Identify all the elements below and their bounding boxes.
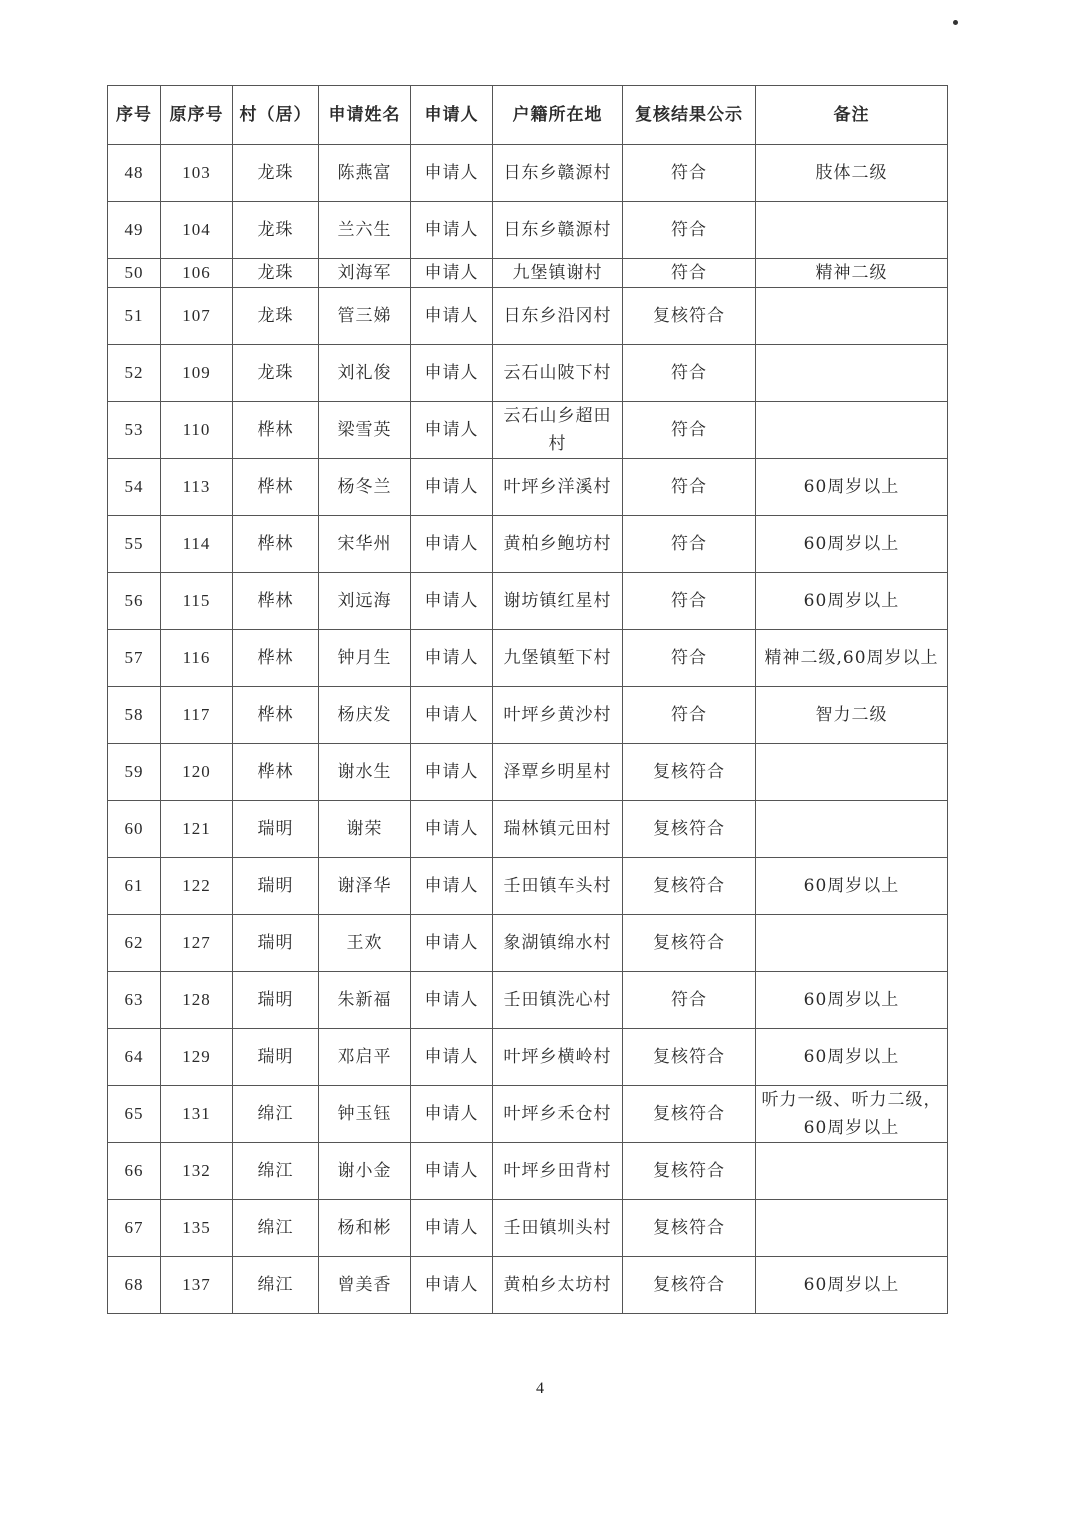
cell-note: 60周岁以上 <box>756 459 948 516</box>
cell-result: 复核符合 <box>623 288 756 345</box>
cell-village: 绵江 <box>233 1086 319 1143</box>
cell-note: 肢体二级 <box>756 145 948 202</box>
table-row <box>108 1029 948 1086</box>
cell-orig-no: 121 <box>161 801 233 858</box>
cell-village: 龙珠 <box>233 145 319 202</box>
cell-result: 符合 <box>623 630 756 687</box>
cell-role: 申请人 <box>411 1200 493 1257</box>
header-orig-no: 原序号 <box>161 86 233 145</box>
cell-no: 60 <box>108 801 161 858</box>
cell-village: 瑞明 <box>233 801 319 858</box>
page-number: 4 <box>536 1380 544 1397</box>
cell-role: 申请人 <box>411 915 493 972</box>
cell-village: 龙珠 <box>233 345 319 402</box>
cell-result: 符合 <box>623 516 756 573</box>
cell-orig-no: 122 <box>161 858 233 915</box>
cell-role: 申请人 <box>411 858 493 915</box>
cell-name: 宋华州 <box>319 516 411 573</box>
cell-village: 瑞明 <box>233 915 319 972</box>
cell-orig-no: 110 <box>161 402 233 459</box>
cell-result: 符合 <box>623 687 756 744</box>
cell-residence: 谢坊镇红星村 <box>493 573 623 630</box>
cell-no: 66 <box>108 1143 161 1200</box>
table-row <box>108 1257 948 1314</box>
cell-note: 60周岁以上 <box>756 858 948 915</box>
cell-role: 申请人 <box>411 573 493 630</box>
cell-no: 48 <box>108 145 161 202</box>
cell-role: 申请人 <box>411 744 493 801</box>
cell-no: 49 <box>108 202 161 259</box>
cell-no: 57 <box>108 630 161 687</box>
cell-note: 60周岁以上 <box>756 1029 948 1086</box>
cell-name: 王欢 <box>319 915 411 972</box>
cell-name: 陈燕富 <box>319 145 411 202</box>
cell-name: 梁雪英 <box>319 402 411 459</box>
cell-name: 朱新福 <box>319 972 411 1029</box>
header-residence: 户籍所在地 <box>493 86 623 145</box>
cell-village: 龙珠 <box>233 202 319 259</box>
cell-role: 申请人 <box>411 259 493 288</box>
cell-role: 申请人 <box>411 145 493 202</box>
cell-note <box>756 402 948 459</box>
cell-village: 绵江 <box>233 1257 319 1314</box>
cell-name: 兰六生 <box>319 202 411 259</box>
applicant-table <box>107 85 948 1314</box>
cell-name: 谢荣 <box>319 801 411 858</box>
cell-note: 60周岁以上 <box>756 1257 948 1314</box>
cell-no: 50 <box>108 259 161 288</box>
cell-name: 刘礼俊 <box>319 345 411 402</box>
table-row <box>108 402 948 459</box>
cell-note: 精神二级 <box>756 259 948 288</box>
table-row <box>108 145 948 202</box>
cell-village: 龙珠 <box>233 288 319 345</box>
cell-role: 申请人 <box>411 1086 493 1143</box>
cell-no: 61 <box>108 858 161 915</box>
table-row <box>108 744 948 801</box>
cell-name: 谢水生 <box>319 744 411 801</box>
cell-orig-no: 117 <box>161 687 233 744</box>
cell-role: 申请人 <box>411 801 493 858</box>
cell-role: 申请人 <box>411 402 493 459</box>
table-row <box>108 630 948 687</box>
cell-orig-no: 109 <box>161 345 233 402</box>
table-header-row <box>108 86 948 145</box>
cell-name: 杨庆发 <box>319 687 411 744</box>
cell-residence: 日东乡赣源村 <box>493 145 623 202</box>
cell-result: 符合 <box>623 259 756 288</box>
cell-note <box>756 915 948 972</box>
cell-village: 桦林 <box>233 402 319 459</box>
cell-note <box>756 1200 948 1257</box>
cell-residence: 云石山陂下村 <box>493 345 623 402</box>
cell-note: 60周岁以上 <box>756 972 948 1029</box>
header-note: 备注 <box>756 86 948 145</box>
cell-orig-no: 114 <box>161 516 233 573</box>
cell-orig-no: 127 <box>161 915 233 972</box>
cell-role: 申请人 <box>411 459 493 516</box>
header-name: 申请姓名 <box>319 86 411 145</box>
table-row <box>108 1200 948 1257</box>
cell-no: 64 <box>108 1029 161 1086</box>
cell-residence: 日东乡赣源村 <box>493 202 623 259</box>
cell-orig-no: 116 <box>161 630 233 687</box>
cell-role: 申请人 <box>411 1143 493 1200</box>
cell-orig-no: 129 <box>161 1029 233 1086</box>
cell-result: 复核符合 <box>623 1086 756 1143</box>
cell-no: 53 <box>108 402 161 459</box>
cell-no: 56 <box>108 573 161 630</box>
cell-no: 54 <box>108 459 161 516</box>
cell-note <box>756 744 948 801</box>
cell-result: 符合 <box>623 145 756 202</box>
cell-role: 申请人 <box>411 972 493 1029</box>
cell-residence: 九堡镇堑下村 <box>493 630 623 687</box>
cell-note: 听力一级、听力二级，60周岁以上 <box>756 1086 948 1143</box>
cell-role: 申请人 <box>411 516 493 573</box>
table-row <box>108 1086 948 1143</box>
header-result: 复核结果公示 <box>623 86 756 145</box>
table-row <box>108 345 948 402</box>
cell-role: 申请人 <box>411 288 493 345</box>
cell-orig-no: 132 <box>161 1143 233 1200</box>
cell-result: 复核符合 <box>623 1200 756 1257</box>
cell-note: 智力二级 <box>756 687 948 744</box>
cell-name: 谢泽华 <box>319 858 411 915</box>
cell-village: 绵江 <box>233 1143 319 1200</box>
cell-role: 申请人 <box>411 687 493 744</box>
cell-no: 52 <box>108 345 161 402</box>
cell-village: 龙珠 <box>233 259 319 288</box>
cell-role: 申请人 <box>411 630 493 687</box>
cell-name: 钟玉钰 <box>319 1086 411 1143</box>
cell-role: 申请人 <box>411 345 493 402</box>
cell-result: 复核符合 <box>623 858 756 915</box>
cell-result: 符合 <box>623 573 756 630</box>
cell-role: 申请人 <box>411 1257 493 1314</box>
cell-result: 复核符合 <box>623 744 756 801</box>
cell-residence: 九堡镇谢村 <box>493 259 623 288</box>
table-row <box>108 801 948 858</box>
table-row <box>108 202 948 259</box>
cell-residence: 叶坪乡禾仓村 <box>493 1086 623 1143</box>
cell-result: 符合 <box>623 459 756 516</box>
cell-no: 65 <box>108 1086 161 1143</box>
cell-residence: 瑞林镇元田村 <box>493 801 623 858</box>
cell-name: 刘海军 <box>319 259 411 288</box>
cell-residence: 壬田镇洗心村 <box>493 972 623 1029</box>
cell-result: 复核符合 <box>623 1143 756 1200</box>
cell-residence: 叶坪乡横岭村 <box>493 1029 623 1086</box>
cell-note: 60周岁以上 <box>756 573 948 630</box>
cell-no: 58 <box>108 687 161 744</box>
cell-name: 曾美香 <box>319 1257 411 1314</box>
cell-result: 复核符合 <box>623 915 756 972</box>
cell-orig-no: 113 <box>161 459 233 516</box>
cell-residence: 壬田镇圳头村 <box>493 1200 623 1257</box>
cell-residence: 叶坪乡田背村 <box>493 1143 623 1200</box>
cell-village: 瑞明 <box>233 972 319 1029</box>
cell-residence: 泽覃乡明星村 <box>493 744 623 801</box>
cell-orig-no: 103 <box>161 145 233 202</box>
cell-village: 桦林 <box>233 516 319 573</box>
cell-residence: 黄柏乡太坊村 <box>493 1257 623 1314</box>
table-row <box>108 288 948 345</box>
cell-orig-no: 115 <box>161 573 233 630</box>
cell-role: 申请人 <box>411 202 493 259</box>
cell-residence: 叶坪乡洋溪村 <box>493 459 623 516</box>
cell-residence: 叶坪乡黄沙村 <box>493 687 623 744</box>
cell-no: 62 <box>108 915 161 972</box>
cell-result: 复核符合 <box>623 1257 756 1314</box>
cell-residence: 日东乡沿冈村 <box>493 288 623 345</box>
cell-village: 绵江 <box>233 1200 319 1257</box>
cell-name: 杨和彬 <box>319 1200 411 1257</box>
cell-note <box>756 345 948 402</box>
cell-name: 邓启平 <box>319 1029 411 1086</box>
cell-residence: 象湖镇绵水村 <box>493 915 623 972</box>
cell-result: 复核符合 <box>623 801 756 858</box>
cell-note: 60周岁以上 <box>756 516 948 573</box>
cell-village: 瑞明 <box>233 858 319 915</box>
cell-note <box>756 288 948 345</box>
cell-village: 桦林 <box>233 459 319 516</box>
cell-orig-no: 131 <box>161 1086 233 1143</box>
cell-no: 67 <box>108 1200 161 1257</box>
table-body <box>108 145 948 1314</box>
cell-role: 申请人 <box>411 1029 493 1086</box>
cell-result: 符合 <box>623 345 756 402</box>
cell-no: 63 <box>108 972 161 1029</box>
cell-orig-no: 104 <box>161 202 233 259</box>
cell-village: 桦林 <box>233 687 319 744</box>
cell-name: 杨冬兰 <box>319 459 411 516</box>
table-row <box>108 915 948 972</box>
cell-orig-no: 106 <box>161 259 233 288</box>
table-row <box>108 516 948 573</box>
cell-orig-no: 120 <box>161 744 233 801</box>
cell-village: 桦林 <box>233 744 319 801</box>
cell-residence: 黄柏乡鲍坊村 <box>493 516 623 573</box>
cell-result: 复核符合 <box>623 1029 756 1086</box>
header-village: 村（居） <box>233 86 319 145</box>
cell-result: 符合 <box>623 202 756 259</box>
cell-note <box>756 1143 948 1200</box>
cell-name: 钟月生 <box>319 630 411 687</box>
cell-note <box>756 801 948 858</box>
table-row <box>108 687 948 744</box>
table-row <box>108 573 948 630</box>
cell-no: 59 <box>108 744 161 801</box>
table-row <box>108 1143 948 1200</box>
cell-village: 桦林 <box>233 573 319 630</box>
applicant-table-wrapper <box>107 85 947 1314</box>
cell-result: 符合 <box>623 402 756 459</box>
cell-village: 桦林 <box>233 630 319 687</box>
table-row <box>108 259 948 288</box>
cell-no: 55 <box>108 516 161 573</box>
cell-no: 51 <box>108 288 161 345</box>
cell-orig-no: 128 <box>161 972 233 1029</box>
cell-orig-no: 137 <box>161 1257 233 1314</box>
cell-village: 瑞明 <box>233 1029 319 1086</box>
header-role: 申请人 <box>411 86 493 145</box>
cell-name: 管三娣 <box>319 288 411 345</box>
cell-orig-no: 107 <box>161 288 233 345</box>
cell-orig-no: 135 <box>161 1200 233 1257</box>
cell-result: 符合 <box>623 972 756 1029</box>
cell-name: 刘远海 <box>319 573 411 630</box>
cell-residence: 壬田镇车头村 <box>493 858 623 915</box>
cell-residence: 云石山乡超田村 <box>493 402 623 459</box>
cell-name: 谢小金 <box>319 1143 411 1200</box>
corner-dot <box>953 20 958 25</box>
table-row <box>108 459 948 516</box>
table-row <box>108 858 948 915</box>
table-row <box>108 972 948 1029</box>
cell-note <box>756 202 948 259</box>
cell-no: 68 <box>108 1257 161 1314</box>
header-no: 序号 <box>108 86 161 145</box>
cell-note: 精神二级,60周岁以上 <box>756 630 948 687</box>
